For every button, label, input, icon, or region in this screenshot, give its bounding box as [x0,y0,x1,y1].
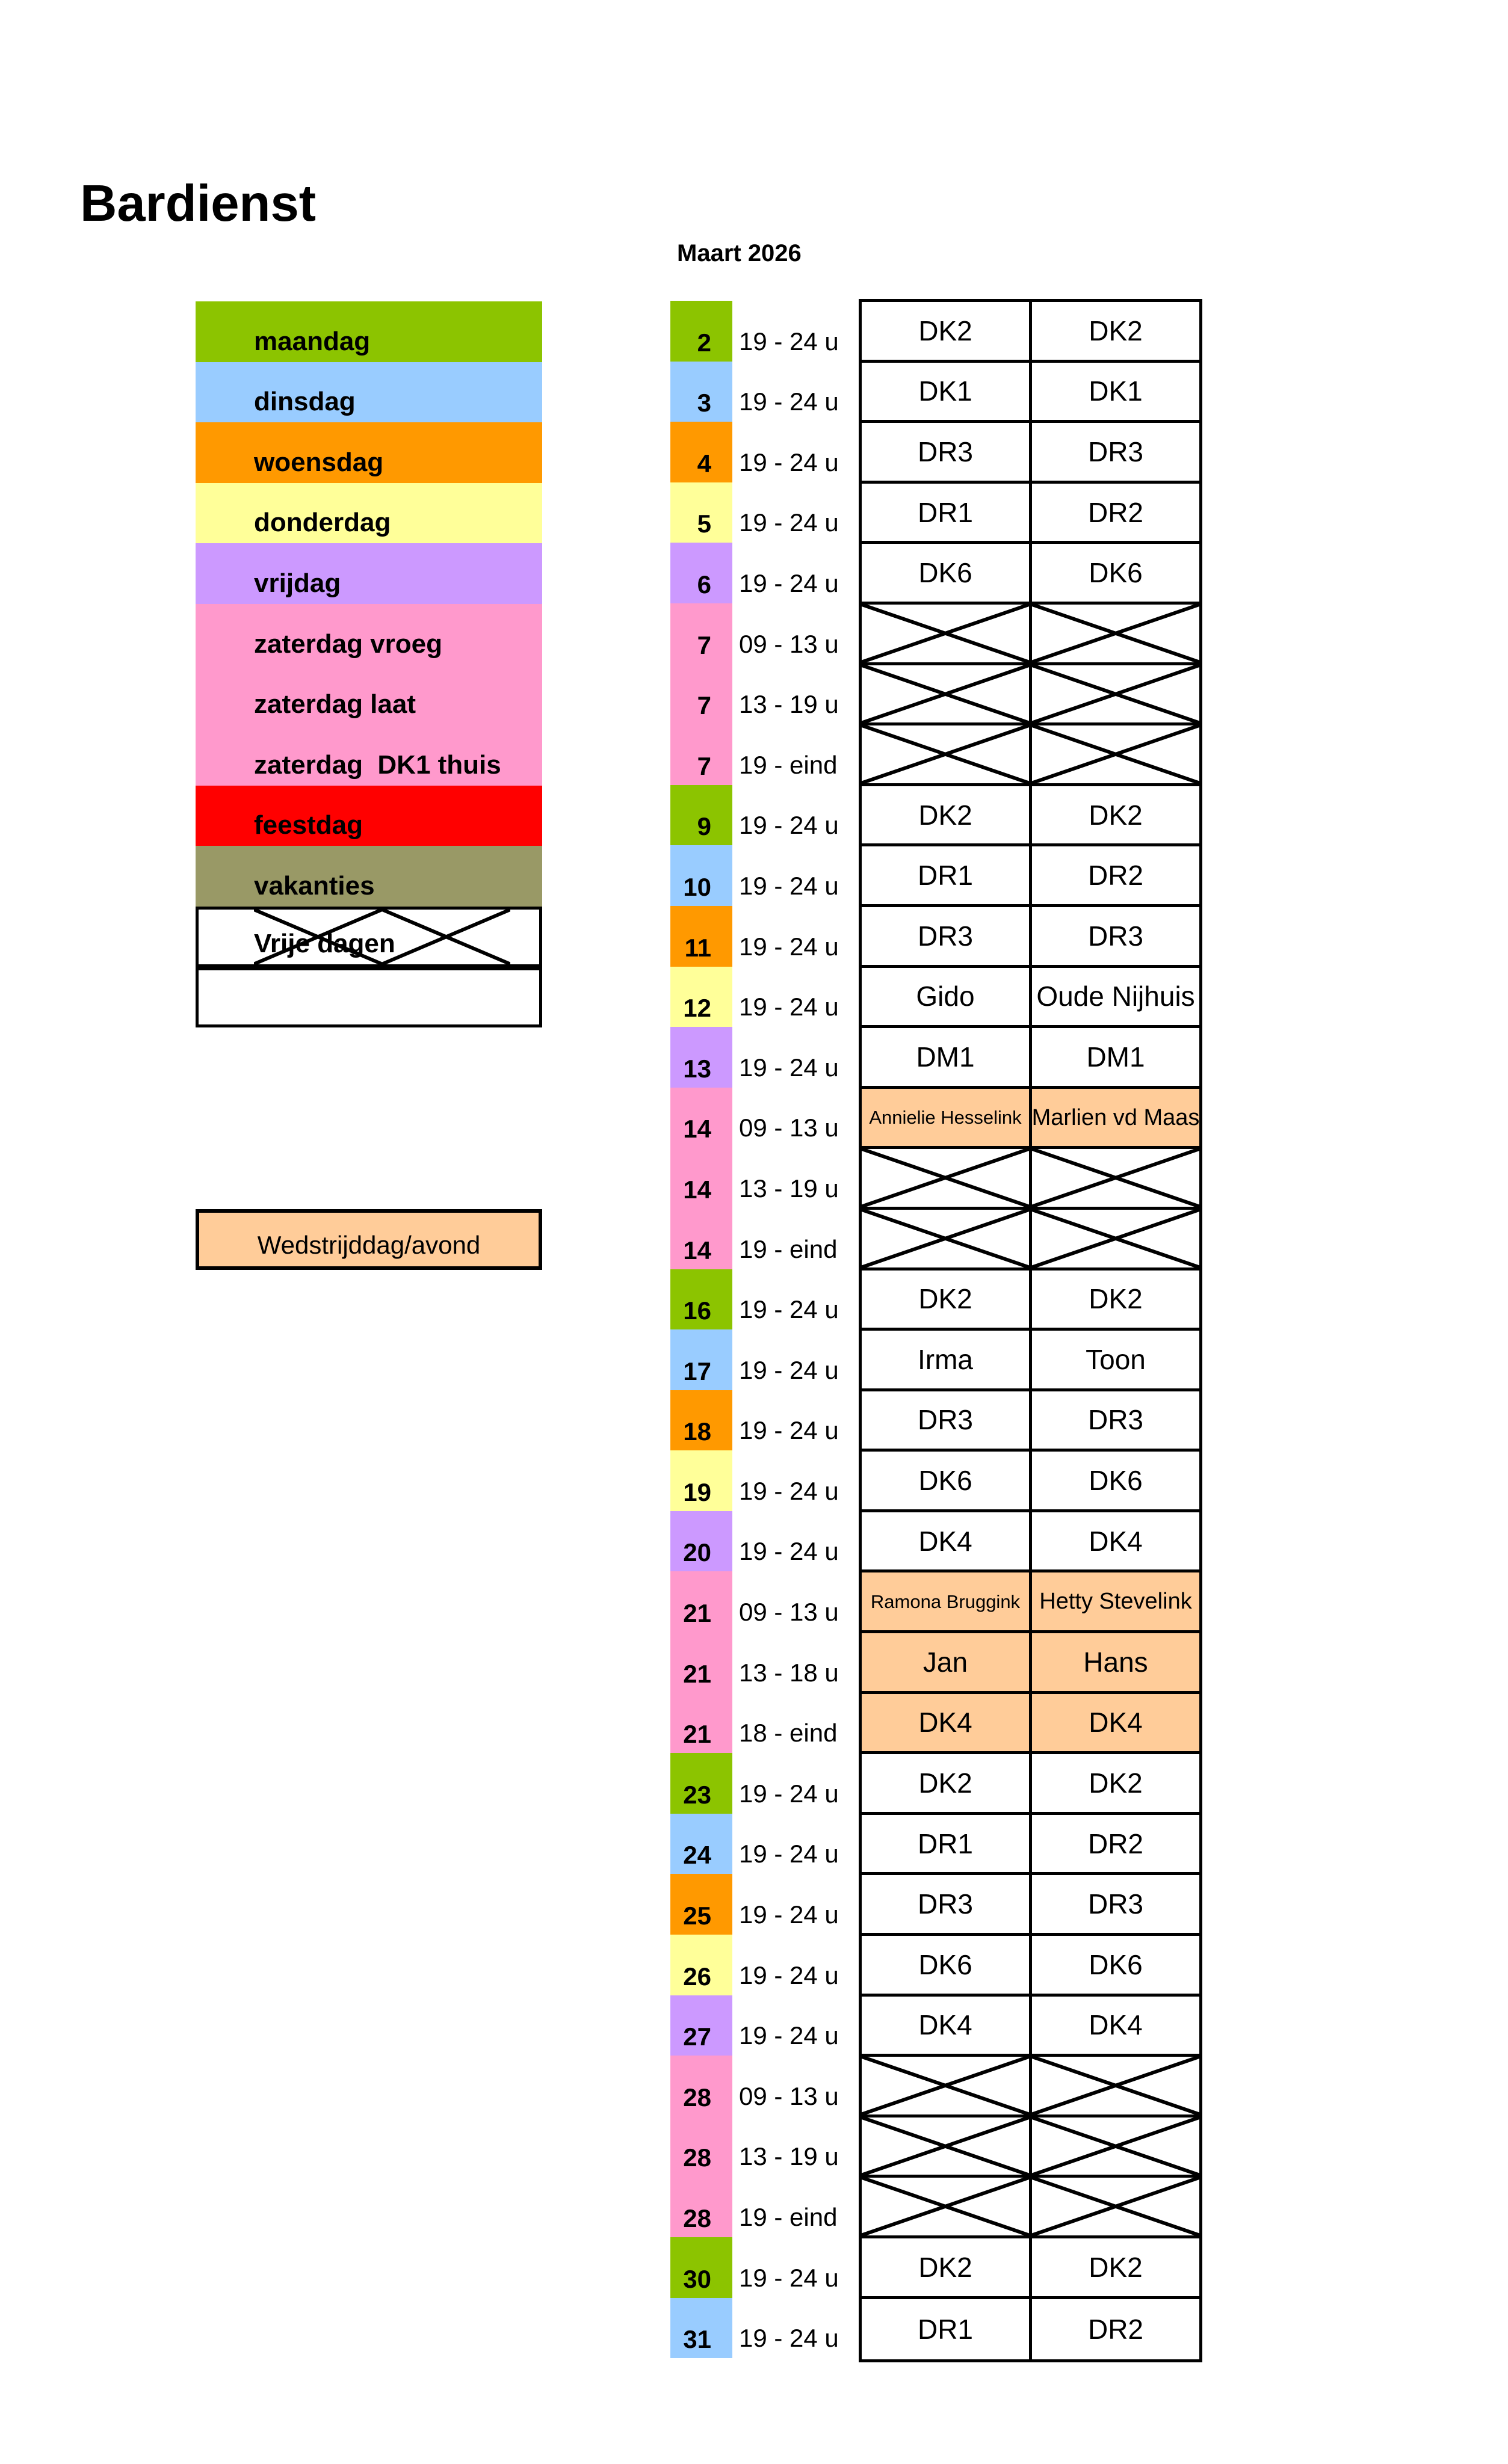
assignment-cell [862,605,1032,662]
assignment-cell: DR1 [862,1815,1032,1873]
date-cell: 14 [670,1209,732,1269]
time-cell: 19 - 24 u [739,448,839,476]
date-cell: 24 [670,1814,732,1874]
page-title: Bardienst [80,175,317,232]
assignment-cell: Marlien vd Maas [1032,1089,1199,1147]
cross-icon [862,605,1029,662]
time-cell: 19 - eind [739,2203,838,2231]
schedule-row [862,1875,1199,1936]
month-title: Maart 2026 [677,240,802,266]
legend-item [196,725,542,786]
legend-item-label: feestdag [254,810,363,840]
date-cell: 21 [670,1571,732,1632]
schedule-row [862,544,1199,605]
date-cell: 27 [670,1995,732,2056]
legend-item-label: donderdag [254,508,391,538]
time-cell: 19 - 24 u [739,871,839,900]
time-cell: 19 - eind [739,750,838,779]
assignment-cell [862,2178,1032,2235]
time-cell: 19 - 24 u [739,568,839,597]
assignment-cell: Oude Nijhuis [1032,968,1199,1026]
assignment-cell: DR3 [862,1875,1032,1933]
time-cell: 19 - 24 u [739,1295,839,1324]
vrije-dagen-box [196,907,542,967]
date-cell: 17 [670,1329,732,1390]
assignment-cell: Ramona Bruggink [862,1572,1032,1630]
assignment-cell: Hans [1032,1633,1199,1691]
cross-icon [1032,2057,1199,2114]
schedule-row [862,423,1199,484]
date-cell: 4 [670,422,732,482]
vrije-dagen-label: Vrije dagen [254,928,395,958]
assignment-cell: DK2 [1032,302,1199,360]
cross-icon [1032,1149,1199,1207]
legend [196,301,542,907]
wedstrijd-label: Wedstrijddag/avond [257,1230,481,1259]
time-cell: 19 - 24 u [739,1416,839,1445]
assignment-cell: Irma [862,1331,1032,1388]
schedule-row [862,1210,1199,1270]
date-cell: 19 [670,1450,732,1511]
cross-icon [862,2178,1029,2235]
schedule-row [862,2238,1199,2299]
assignment-cell: DK6 [1032,1936,1199,1994]
assignment-cell [1032,605,1199,662]
assignment-cell: DM1 [862,1028,1032,1086]
date-cell: 10 [670,845,732,906]
time-cell: 19 - 24 u [739,2021,839,2050]
cross-icon [862,665,1029,723]
cross-icon [1032,2178,1199,2235]
assignment-cell: DK2 [862,302,1032,360]
date-cell: 7 [670,724,732,785]
schedule-row [862,1694,1199,1755]
schedule-row [862,2118,1199,2178]
time-cell: 19 - 24 u [739,1537,839,1566]
empty-legend-box [196,967,542,1028]
cross-icon [862,1210,1029,1267]
schedule-row [862,1572,1199,1633]
assignment-cell: DK2 [1032,786,1199,844]
assignment-cell: DK4 [862,1694,1032,1752]
assignment-cell: DR2 [1032,2299,1199,2360]
assignment-cell: DK6 [1032,544,1199,602]
schedule-row [862,1997,1199,2057]
cross-icon [382,910,510,964]
time-cell: 13 - 19 u [739,2142,839,2171]
assignment-cell [1032,665,1199,723]
assignment-cell: DR2 [1032,1815,1199,1873]
date-cell: 30 [670,2237,732,2298]
legend-item-label: maandag [254,326,371,356]
date-cell: 20 [670,1511,732,1572]
schedule-row [862,363,1199,424]
assignment-cell: DR2 [1032,846,1199,904]
cross-icon [862,1149,1029,1207]
date-cell: 5 [670,482,732,543]
time-cell: 09 - 13 u [739,1113,839,1142]
assignment-cell: DR3 [862,907,1032,965]
legend-item [196,846,542,907]
date-cell: 14 [670,1088,732,1148]
date-cell: 23 [670,1753,732,1814]
assignment-cell: DK2 [862,1270,1032,1328]
assignment-cell: DR2 [1032,484,1199,541]
date-cell: 7 [670,664,732,725]
assignment-table [859,299,1202,2362]
time-cell: 09 - 13 u [739,1598,839,1627]
schedule-row [862,1089,1199,1150]
assignment-cell [1032,2057,1199,2114]
legend-item [196,483,542,544]
cross-icon [1032,605,1199,662]
time-cell: 19 - 24 u [739,1960,839,1989]
schedule-row [862,1512,1199,1573]
schedule-row [862,1270,1199,1331]
assignment-cell [1032,1210,1199,1267]
date-cell: 26 [670,1935,732,1995]
time-cell: 19 - 24 u [739,932,839,961]
date-cell: 6 [670,543,732,603]
time-cell: 19 - 24 u [739,811,839,840]
schedule-row [862,968,1199,1029]
date-cell: 21 [670,1632,732,1693]
cross-icon [1032,665,1199,723]
date-cell: 2 [670,301,732,362]
cross-icon [1032,1210,1199,1267]
time-cell: 19 - 24 u [739,1900,839,1929]
legend-item [196,422,542,483]
schedule-row [862,1754,1199,1815]
time-cell: 19 - eind [739,1234,838,1263]
assignment-cell: DR1 [862,846,1032,904]
legend-item [196,301,542,362]
assignment-cell [862,1210,1032,1267]
time-cell: 13 - 19 u [739,1174,839,1203]
legend-item [196,604,542,665]
assignment-cell: DK4 [1032,1694,1199,1752]
time-cell: 09 - 13 u [739,2081,839,2110]
cross-icon [862,725,1029,783]
assignment-cell: DK4 [862,1512,1032,1570]
assignment-cell: DK4 [1032,1997,1199,2054]
assignment-cell: Toon [1032,1331,1199,1388]
date-cell: 25 [670,1874,732,1935]
legend-item-label: dinsdag [254,387,356,417]
time-cell: 19 - 24 u [739,387,839,416]
schedule-row [862,2057,1199,2118]
time-cell: 13 - 19 u [739,690,839,719]
assignment-cell: DK6 [862,1936,1032,1994]
cross-icon [1032,725,1199,783]
legend-item-label: woensdag [254,447,384,477]
assignment-cell: DK2 [862,786,1032,844]
date-cell: 12 [670,967,732,1027]
assignment-cell: DK2 [1032,1270,1199,1328]
assignment-cell: DM1 [1032,1028,1199,1086]
legend-item [196,543,542,604]
legend-item [196,786,542,846]
assignment-cell [862,2057,1032,2114]
schedule-row [862,484,1199,544]
assignment-cell [862,665,1032,723]
assignment-cell: Jan [862,1633,1032,1691]
assignment-cell: DK2 [1032,1754,1199,1812]
legend-item-label: zaterdag vroeg [254,629,442,659]
time-cell: 19 - 24 u [739,1840,839,1868]
schedule-row [862,2178,1199,2238]
assignment-cell: DK1 [862,363,1032,420]
date-cell: 9 [670,785,732,846]
cross-icon [1032,2118,1199,2175]
assignment-cell [1032,2178,1199,2235]
assignment-cell: DR3 [862,423,1032,481]
date-cell: 21 [670,1693,732,1754]
assignment-cell [1032,725,1199,783]
schedule-row [862,786,1199,847]
assignment-cell: DR3 [1032,423,1199,481]
time-cell: 18 - eind [739,1719,838,1748]
legend-item [196,665,542,725]
assignment-cell: DR3 [1032,1391,1199,1449]
assignment-cell: DR3 [1032,907,1199,965]
schedule-row [862,846,1199,907]
assignment-cell: DR1 [862,484,1032,541]
assignment-cell: DR3 [862,1391,1032,1449]
date-cell: 16 [670,1269,732,1330]
schedule-row [862,1331,1199,1391]
assignment-cell: DK2 [862,1754,1032,1812]
wedstrijd-box [196,1209,542,1270]
assignment-cell: DK6 [1032,1452,1199,1509]
schedule-row [862,725,1199,786]
assignment-cell: DR3 [1032,1875,1199,1933]
assignment-cell: DK6 [862,544,1032,602]
time-cell: 19 - 24 u [739,2263,839,2292]
time-cell: 19 - 24 u [739,1779,839,1808]
date-cell: 28 [670,2116,732,2177]
assignment-cell: DK4 [1032,1512,1199,1570]
schedule-row [862,907,1199,968]
date-cell: 13 [670,1027,732,1088]
assignment-cell: DK2 [862,2238,1032,2296]
time-cell: 19 - 24 u [739,993,839,1021]
schedule-row [862,1452,1199,1512]
date-cell: 14 [670,1148,732,1209]
assignment-cell: Gido [862,968,1032,1026]
schedule-row [862,302,1199,363]
assignment-cell [1032,2118,1199,2175]
cross-icon [862,2057,1029,2114]
schedule-row [862,1936,1199,1997]
assignment-cell: Hetty Stevelink [1032,1572,1199,1630]
date-cell: 31 [670,2298,732,2359]
cross-icon [862,2118,1029,2175]
time-cell: 13 - 18 u [739,1658,839,1687]
date-cell: 3 [670,362,732,422]
time-cell: 19 - 24 u [739,327,839,356]
assignment-cell [1032,1149,1199,1207]
date-cell: 7 [670,603,732,664]
legend-item-label: vakanties [254,870,375,901]
schedule-row [862,1633,1199,1694]
schedule-row [862,1391,1199,1452]
assignment-cell [862,725,1032,783]
legend-item-label: vrijdag [254,568,341,598]
legend-item [196,362,542,423]
date-cell: 28 [670,2056,732,2116]
assignment-cell: DK2 [1032,2238,1199,2296]
time-cell: 09 - 13 u [739,629,839,658]
schedule-row [862,2299,1199,2360]
assignment-cell: DR1 [862,2299,1032,2360]
assignment-cell: DK6 [862,1452,1032,1509]
schedule-row [862,1149,1199,1210]
schedule-row [862,605,1199,665]
date-cell: 18 [670,1390,732,1451]
schedule-row [862,1815,1199,1876]
schedule-row [862,665,1199,726]
time-cell: 19 - 24 u [739,1476,839,1505]
date-cell: 11 [670,906,732,967]
assignment-cell [862,2118,1032,2175]
time-cell: 19 - 24 u [739,1053,839,1082]
time-cell: 19 - 24 u [739,1355,839,1384]
legend-item-label: zaterdag DK1 thuis [254,750,501,780]
assignment-cell [862,1149,1032,1207]
date-cell: 28 [670,2176,732,2237]
assignment-cell: Annielie Hesselink [862,1089,1032,1147]
assignment-cell: DK4 [862,1997,1032,2054]
assignment-cell: DK1 [1032,363,1199,420]
time-cell: 19 - 24 u [739,2324,839,2353]
schedule-row [862,1028,1199,1089]
time-cell: 19 - 24 u [739,508,839,537]
legend-item-label: zaterdag laat [254,689,416,719]
